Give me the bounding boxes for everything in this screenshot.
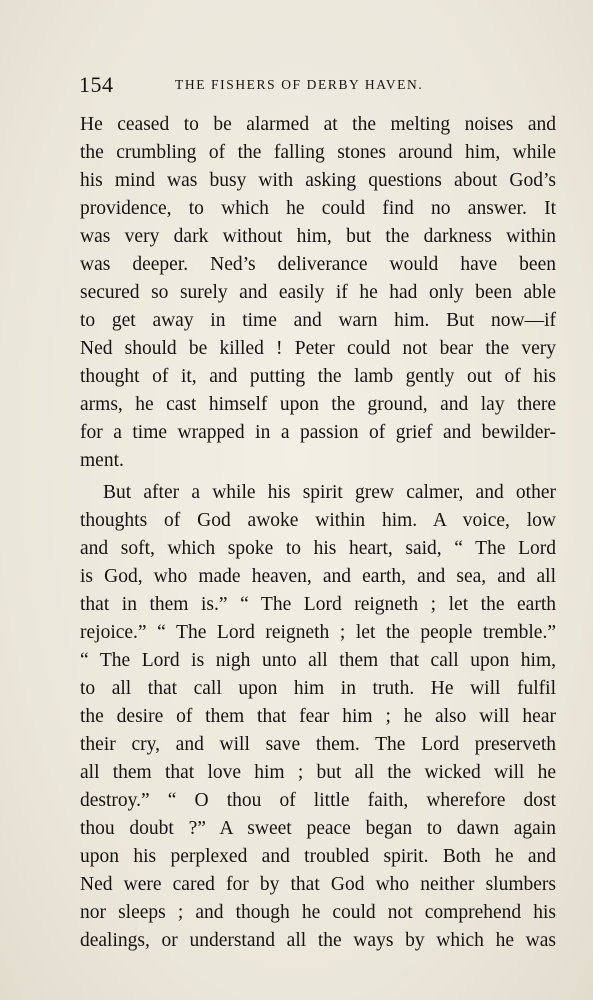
running-title: THE FISHERS OF DERBY HAVEN. (175, 77, 424, 92)
text-line: nor sleeps ; and though he could not comprehend his (80, 902, 556, 923)
text-line: his mind was busy with asking questions about God’s (80, 170, 556, 191)
text-line: He ceased to be alarmed at the melting noises and (80, 114, 556, 135)
text-line: was deeper. Ned’s deliverance would have been (80, 254, 556, 275)
text-line: their cry, and will save them. The Lord preserveth (80, 734, 556, 755)
paragraph-1 (80, 111, 556, 475)
text-line: to get away in time and warn him. But now—if (80, 310, 556, 331)
text-line: “ The Lord is nigh unto all them that call upon him, (80, 650, 556, 671)
text-line: thou doubt ?” A sweet peace began to dawn again (80, 818, 556, 839)
text-line: providence, to which he could find no answer. It (80, 198, 556, 219)
text-line: dealings, or understand all the ways by which he was (80, 930, 556, 951)
text-line: secured so surely and easily if he had only been able (80, 282, 556, 303)
text-line: But after a while his spirit grew calmer, and other (103, 482, 556, 503)
text-line: and soft, which spoke to his heart, said, “ The Lord (80, 538, 556, 559)
text-line: thoughts of God awoke within him. A voice, low (80, 510, 556, 531)
body-text (80, 111, 556, 955)
text-line: arms, he cast himself upon the ground, and lay there (80, 394, 556, 415)
text-line: destroy.” “ O thou of little faith, wherefore dost (80, 790, 556, 811)
running-head (79, 72, 557, 102)
text-line: rejoice.” “ The Lord reigneth ; let the people tremble.” (80, 622, 556, 643)
text-line: for a time wrapped in a passion of grief and bewilder- (80, 422, 556, 443)
page-number: 154 (79, 72, 114, 97)
text-line: thought of it, and putting the lamb gently out of his (80, 366, 556, 387)
text-line: upon his perplexed and troubled spirit. Both he and (80, 846, 556, 867)
text-line: was very dark without him, but the darkness within (80, 226, 556, 247)
text-line: to all that call upon him in truth. He will fulfil (80, 678, 556, 699)
text-line: the desire of them that fear him ; he also will hear (80, 706, 556, 727)
text-line: the crumbling of the falling stones around him, while (80, 142, 556, 163)
text-line: all them that love him ; but all the wicked will he (80, 762, 556, 783)
text-line: Ned were cared for by that God who neither slumbers (80, 874, 556, 895)
text-line: is God, who made heaven, and earth, and sea, and all (80, 566, 556, 587)
text-line: that in them is.” “ The Lord reigneth ; let the earth (80, 594, 556, 615)
text-line: ment. (80, 450, 124, 471)
paragraph-2 (80, 479, 556, 955)
text-line: Ned should be killed ! Peter could not bear the very (80, 338, 556, 359)
